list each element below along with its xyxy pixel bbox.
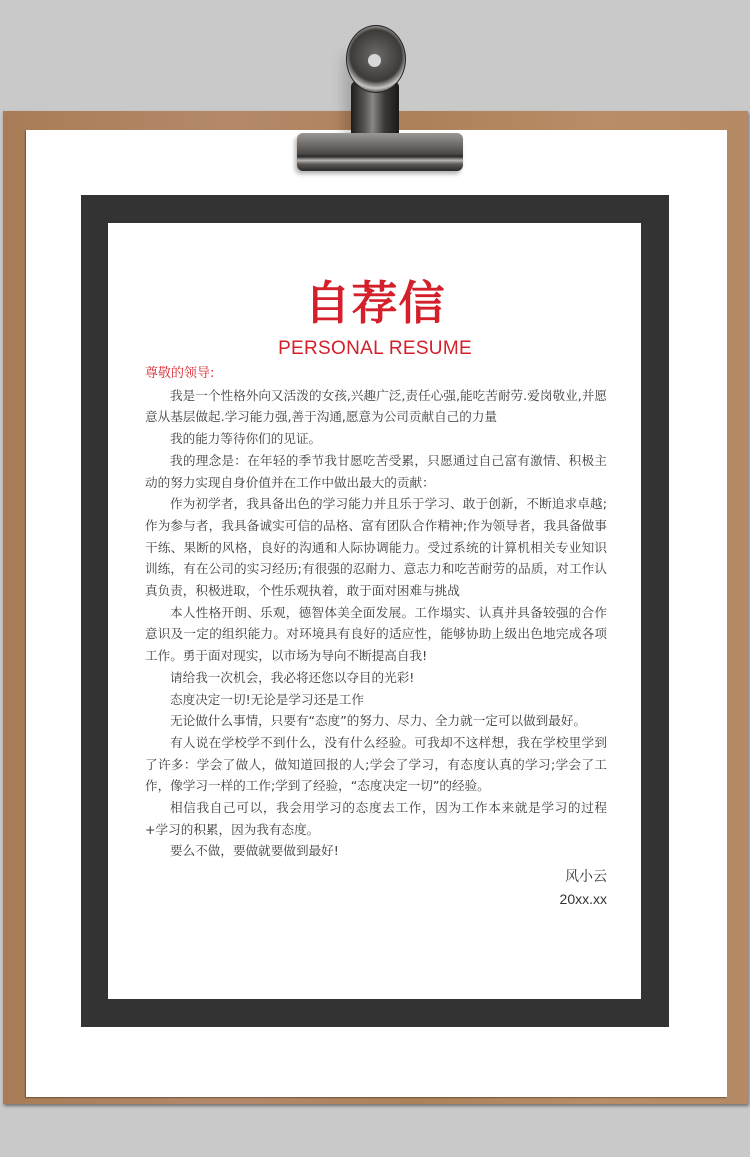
paragraph: 请给我一次机会，我必将还您以夺目的光彩! (170, 669, 415, 685)
clip-hole (368, 54, 381, 67)
paragraph: 要么不做，要做就要做到最好! (170, 843, 339, 859)
paragraph: 无论做什么事情，只要有“态度”的努力、尽力、全力就一定可以做到最好。 (170, 713, 587, 729)
greeting: 尊敬的领导: (145, 366, 215, 381)
page-subtitle: PERSONAL RESUME (278, 338, 472, 359)
binder-clip-icon (297, 25, 463, 171)
paragraph: 本人性格开朗、乐观，德智体美全面发展。工作塌实、认真并具备较强的合作意识及一定的组织能力。对环境具有良好的适应性，能够协助上级出色地完成各项工作。勇于面对现实，以市场为导向不断提高自我! (145, 604, 607, 664)
paragraph: 我是一个性格外向又活泼的女孩,兴趣广泛,责任心强,能吃苦耐劳.爱岗敬业,并愿意从基层做起.学习能力强,善于沟通,愿意为公司贡献自己的力量 (145, 387, 607, 425)
paragraph: 态度决定一切!无论是学习还是工作 (170, 691, 364, 707)
paragraph: 相信我自己可以，我会用学习的态度去工作，因为工作本来就是学习的过程+学习的积累，因为我有态度。 (145, 800, 607, 837)
paragraph: 我的能力等待你们的见证。 (170, 431, 322, 447)
letter-date: 20xx.xx (559, 891, 607, 908)
paragraph: 我的理念是：在年轻的季节我甘愿吃苦受累，只愿通过自己富有激情、积极主动的努力实现自身价值并在工作中做出最大的贡献： (145, 452, 607, 490)
signature: 风小云 (565, 869, 607, 886)
page-title: 自荐信 (304, 276, 446, 330)
paragraph: 作为初学者，我具备出色的学习能力并且乐于学习、敢于创新，不断追求卓越;作为参与者，我具备诚实可信的品格、富有团队合作精神;作为领导者，我具备做事干练、果断的风格，良好的沟通和人际协调能力。受过系统的计算机相关专业知识训练，有在公司的实习经历;有很强的忍耐力、意志力和吃苦耐劳的品质，对工作认真负责，积极进取，个性乐观执着，敢于面对困难与挑战 (145, 496, 607, 599)
paragraph: 有人说在学校学不到什么，没有什么经验。可我却不这样想，我在学校里学到了许多：学会了做人，做知道回报的人;学会了学习，有态度认真的学习;学会了工作，像学习一样的工作;学到了经验，“态度决定一切”的经验。 (145, 734, 607, 794)
letter-body (145, 363, 607, 910)
clip-jaw (297, 133, 463, 171)
